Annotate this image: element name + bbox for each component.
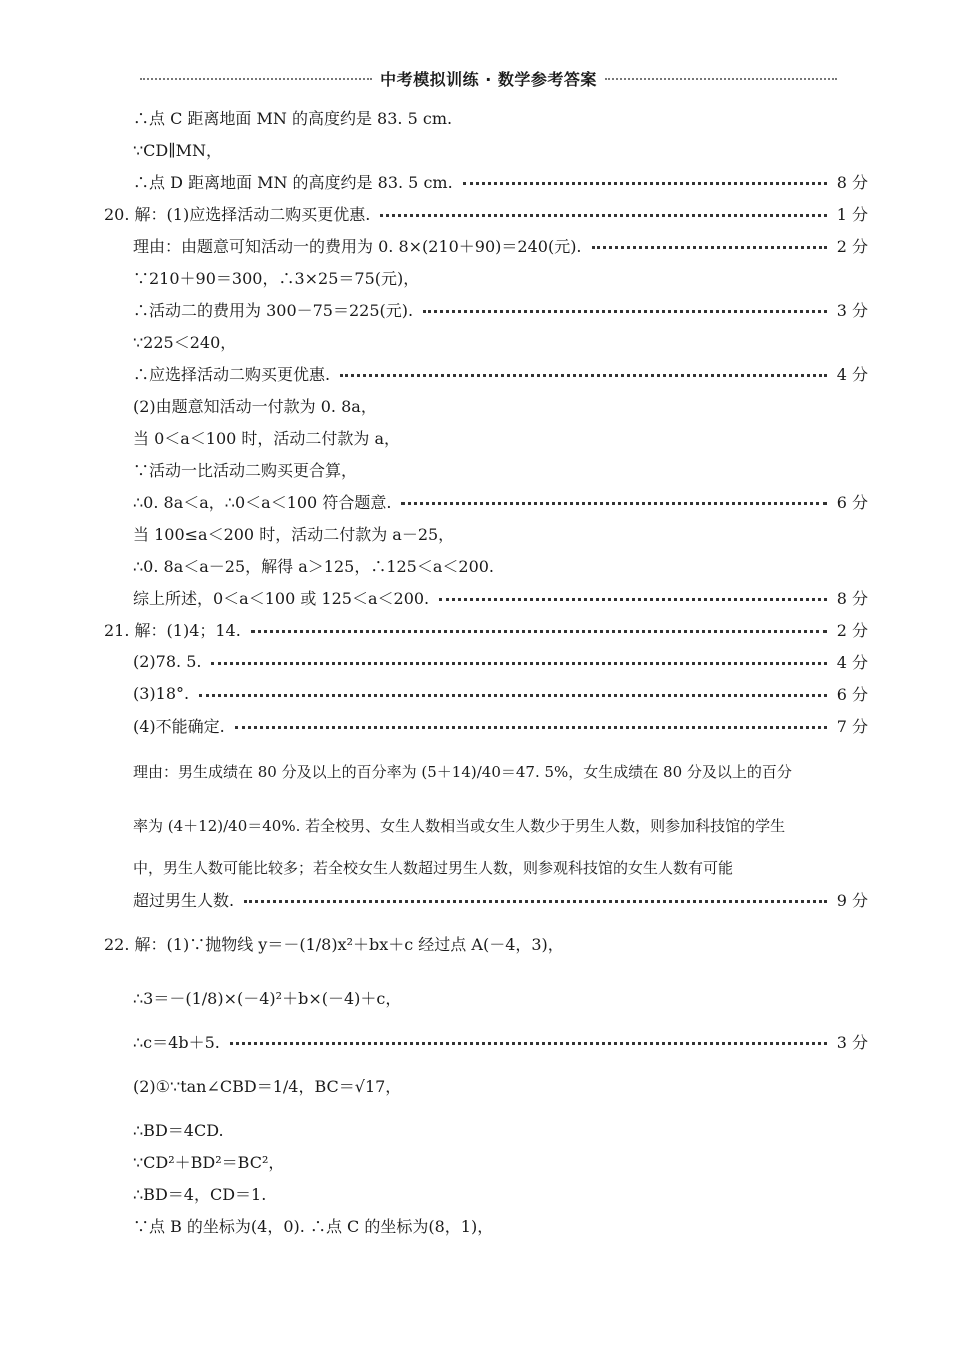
- line-text: 20. 解：(1)应选择活动二购买更优惠.: [104, 204, 371, 224]
- dot-leader: [380, 214, 826, 217]
- line-text: 中，男生人数可能比较多；若全校女生人数超过男生人数，则参观科技馆的女生人数有可能: [133, 858, 734, 877]
- dot-leader: [401, 502, 826, 505]
- page-title: 中考模拟训练 · 数学参考答案: [380, 69, 597, 89]
- line-text: 当 100≤a＜200 时，活动二付款为 a－25，: [133, 524, 455, 544]
- answer-line: [133, 886, 870, 912]
- header-dots-left: [140, 78, 372, 80]
- score-label: 6 分: [836, 492, 868, 512]
- dot-leader: [340, 374, 827, 377]
- line-text: ∴0. 8a＜a－25，解得 a＞125，∴125＜a＜200.: [133, 556, 495, 576]
- answer-line: [133, 360, 870, 386]
- page-header: [140, 66, 837, 90]
- score-label: 8 分: [836, 588, 868, 608]
- line-text: 超过男生人数.: [133, 890, 235, 910]
- line-text: ∵210＋90＝300，∴3×25＝75(元)，: [133, 268, 420, 288]
- line-text: (3)18°.: [133, 683, 190, 703]
- answer-line: [133, 488, 870, 514]
- answer-line: [133, 104, 870, 130]
- line-text: ∴点 C 距离地面 MN 的高度约是 83. 5 cm.: [133, 108, 453, 128]
- answer-line: [133, 984, 870, 1010]
- score-label: 3 分: [836, 300, 868, 320]
- answer-line: [104, 616, 870, 642]
- score-label: 6 分: [836, 684, 868, 704]
- score-label: 4 分: [836, 364, 868, 384]
- answer-line: [133, 712, 870, 738]
- answer-line: [133, 1148, 870, 1174]
- answer-line: [133, 296, 870, 322]
- dot-leader: [439, 598, 827, 601]
- answer-line: [133, 520, 870, 546]
- line-text: ∴活动二的费用为 300－75＝225(元).: [133, 300, 414, 320]
- answer-line: [133, 584, 870, 610]
- header-dots-right: [605, 78, 837, 80]
- dot-leader: [592, 246, 827, 249]
- score-label: 2 分: [836, 620, 868, 640]
- line-text: 理由：由题意可知活动一的费用为 0. 8×(210＋90)＝240(元).: [133, 236, 582, 256]
- line-text: ∴应选择活动二购买更优惠.: [133, 364, 331, 384]
- score-label: 7 分: [836, 716, 868, 736]
- answer-line: [133, 136, 870, 162]
- answer-line: [133, 424, 870, 450]
- line-text: ∵CD²＋BD²＝BC²，: [133, 1152, 285, 1172]
- answer-line: [133, 648, 870, 674]
- score-label: 3 分: [836, 1032, 868, 1052]
- line-text: ∵225＜240，: [133, 332, 237, 352]
- line-text: 22. 解：(1)∵抛物线 y＝－(1/8)x²＋bx＋c 经过点 A(－4，3)，: [104, 934, 564, 954]
- line-text: ∴3＝－(1/8)×(－4)²＋b×(－4)＋c，: [133, 988, 402, 1008]
- score-label: 4 分: [836, 652, 868, 672]
- dot-leader: [230, 1042, 827, 1045]
- line-text: 综上所述，0＜a＜100 或 125＜a＜200.: [133, 588, 430, 608]
- dot-leader: [251, 630, 827, 633]
- line-text: 当 0＜a＜100 时，活动二付款为 a，: [133, 428, 401, 448]
- answer-line: [133, 1212, 870, 1238]
- answer-line: [104, 200, 870, 226]
- answer-line: [133, 1028, 870, 1054]
- line-text: 率为 (4＋12)/40＝40%. 若全校男、女生人数相当或女生人数少于男生人数，则参加科技馆的学生: [133, 816, 786, 835]
- line-text: ∴0. 8a＜a，∴0＜a＜100 符合题意.: [133, 492, 392, 512]
- score-label: 9 分: [836, 890, 868, 910]
- answer-line: [133, 552, 870, 578]
- line-text: ∴c＝4b＋5.: [133, 1032, 220, 1052]
- answer-line: [133, 1072, 870, 1098]
- answer-line: [133, 812, 870, 838]
- line-text: ∵CD∥MN，: [133, 140, 223, 160]
- line-text: (4)不能确定.: [133, 716, 225, 736]
- score-label: 1 分: [836, 204, 868, 224]
- line-text: ∴BD＝4CD.: [133, 1120, 224, 1140]
- line-text: ∴BD＝4，CD＝1.: [133, 1184, 267, 1204]
- score-label: 2 分: [836, 236, 868, 256]
- answer-line: [133, 264, 870, 290]
- answer-line: [133, 232, 870, 258]
- dot-leader: [235, 726, 827, 729]
- line-text: 21. 解：(1)4；14.: [104, 620, 241, 640]
- dot-leader: [211, 662, 826, 665]
- answer-line: [133, 168, 870, 194]
- dot-leader: [199, 694, 827, 697]
- score-label: 8 分: [836, 172, 868, 192]
- dot-leader: [244, 900, 827, 903]
- answer-line: [133, 456, 870, 482]
- line-text: (2)由题意知活动一付款为 0. 8a，: [133, 396, 377, 416]
- line-text: ∴点 D 距离地面 MN 的高度约是 83. 5 cm.: [133, 172, 453, 192]
- answer-line: [133, 1180, 870, 1206]
- line-text: ∵点 B 的坐标为(4，0). ∴点 C 的坐标为(8，1)，: [133, 1216, 494, 1236]
- dot-leader: [463, 182, 827, 185]
- line-text: (2)78. 5.: [133, 651, 202, 671]
- answer-line: [133, 1116, 870, 1142]
- line-text: (2)①∵tan∠CBD＝1/4，BC＝√17，: [133, 1076, 402, 1096]
- answer-line: [133, 758, 870, 784]
- line-text: 理由：男生成绩在 80 分及以上的百分率为 (5＋14)/40＝47. 5%，女生成绩在 80 分及以上的百分: [133, 762, 792, 781]
- dot-leader: [423, 310, 827, 313]
- answer-line: [133, 680, 870, 706]
- answer-line: [133, 328, 870, 354]
- answer-line: [104, 930, 870, 956]
- answer-line: [133, 392, 870, 418]
- answer-line: [133, 854, 870, 880]
- line-text: ∵活动一比活动二购买更合算，: [133, 460, 358, 480]
